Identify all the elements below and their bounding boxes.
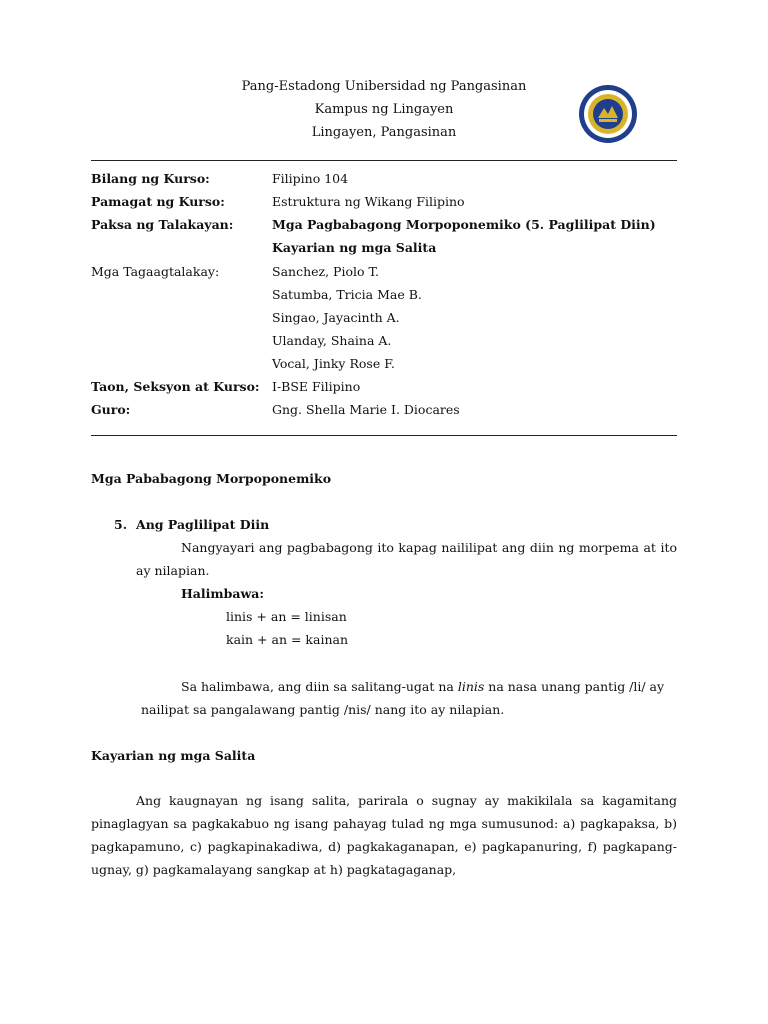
paragraph-line: ay nilapian.: [136, 563, 210, 578]
example-label: Halimbawa:: [181, 586, 264, 601]
section-value: I-BSE Filipino: [272, 379, 361, 394]
topic-value-1: Mga Pagbabagong Morpoponemiko (5. Paglilipat Diin): [272, 217, 656, 232]
course-title-label: Pamagat ng Kurso:: [91, 194, 225, 209]
paragraph-line: nailipat sa pangalawang pantig /nis/ nang ito ay nilapian.: [141, 702, 505, 717]
course-number-value: Filipino 104: [272, 171, 349, 186]
reporter-name: Singao, Jayacinth A.: [272, 310, 400, 325]
paragraph-text: na nasa unang pantig /li/ ay: [484, 679, 665, 694]
example-item: linis + an = linisan: [226, 609, 347, 624]
topic-label: Paksa ng Talakayan:: [91, 217, 234, 232]
section-heading-word-structure: Kayarian ng mga Salita: [91, 748, 256, 763]
example-item: kain + an = kainan: [226, 632, 348, 647]
list-item-number: 5.: [114, 517, 128, 532]
campus-name: Kampus ng Lingayen: [314, 102, 454, 117]
topic-value-2: Kayarian ng mga Salita: [272, 240, 437, 255]
paragraph-text: Sa halimbawa, ang diin sa salitang-ugat na: [181, 679, 458, 694]
teacher-label: Guro:: [91, 402, 131, 417]
course-number-label: Bilang ng Kurso:: [91, 171, 210, 186]
paragraph-line: Nangyayari ang pagbabagong ito kapag naililipat ang diin ng morpema at ito: [181, 540, 677, 555]
paragraph-line: [181, 679, 664, 694]
university-name: Pang-Estadong Unibersidad ng Pangasinan: [241, 79, 527, 94]
reporter-name: Sanchez, Piolo T.: [272, 264, 379, 279]
course-title-value: Estruktura ng Wikang Filipino: [272, 194, 465, 209]
list-item-title: Ang Paglilipat Diin: [136, 517, 270, 532]
section-label: Taon, Seksyon at Kurso:: [91, 379, 260, 394]
university-seal-icon: [578, 84, 638, 144]
word-structure-paragraph: Ang kaugnayan ng isang salita, parirala o sugnay ay makikilala sa kagamitang pinaglagyan sa pagkakabuo ng isang pahayag tulad ng mga sumusunod: a) pagkapaksa, b) pagkapamuno, c) pagkapinakadiwa, d) pagkakaganapan, e) pagkapanuring, f) pagkapang-ugnay, g) pagkamalayang sangkap at h) pagkatagaganap,: [91, 793, 677, 877]
header-divider: [91, 160, 677, 161]
reporters-label: Mga Tagaagtalakay:: [91, 264, 220, 279]
italic-term: linis: [457, 679, 485, 694]
reporter-name: Vocal, Jinky Rose F.: [272, 356, 395, 371]
reporter-name: Ulanday, Shaina A.: [272, 333, 392, 348]
info-divider: [91, 435, 677, 436]
section-heading-morphophonemic: Mga Pababagong Morpoponemiko: [91, 471, 332, 486]
campus-location: Lingayen, Pangasinan: [311, 125, 457, 140]
reporter-name: Satumba, Tricia Mae B.: [272, 287, 422, 302]
teacher-value: Gng. Shella Marie I. Diocares: [272, 402, 460, 417]
